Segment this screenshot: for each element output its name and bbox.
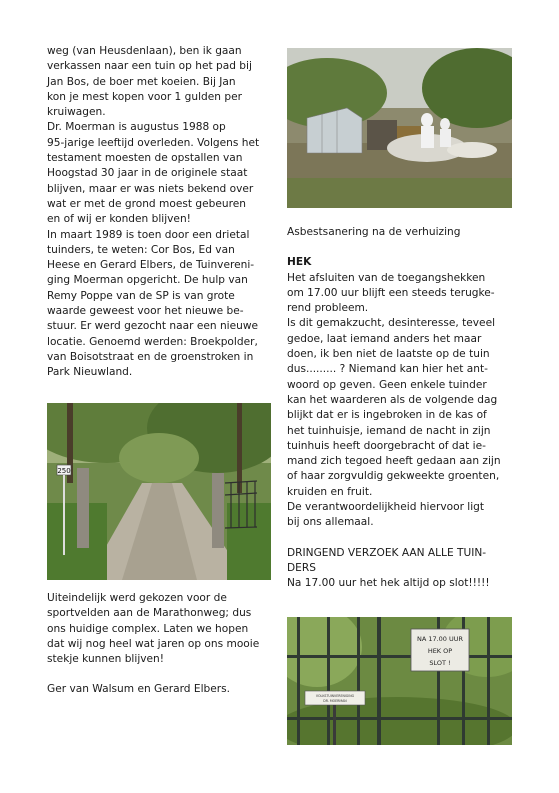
photo-asbestos <box>287 48 512 208</box>
asbestos-image <box>287 48 512 208</box>
sign-line-1: NA 17.00 UUR <box>416 635 464 643</box>
heading-hek: HEK <box>287 256 312 269</box>
sign-line-2: HEK OP <box>427 647 453 655</box>
gate-lane-image <box>47 403 271 580</box>
authors: Ger van Walsum en Gerard Elbers. <box>47 683 231 696</box>
urgent-request: DRINGEND VERZOEK AAN ALLE TUIN- DERS Na 17.00 uur het hek altijd op slot!!!!! <box>287 546 490 590</box>
gate-sign-image <box>287 617 512 745</box>
left-column-bottom <box>47 591 279 698</box>
right-column <box>287 225 515 592</box>
paragraph-marathonweg: Uiteindelijk werd gekozen voor de sportvelden aan de Marathonweg; dus ons huidige complex. Laten we hopen dat wij nog heel wat jaren op ons mooie stekje kunnen blijven! <box>47 592 260 666</box>
paragraph-oprichting: In maart 1989 is toen door een drietal tuinders, te weten: Cor Bos, Ed van Heese en Gerard Elbers, de Tuinvereni- ging Moerman opgericht. De hulp van Remy Poppe van de SP is van grote waarde geweest voor het nieuwe be- stuur. Er werd gezocht naar een nieuwe locatie. Genoemd werden: Broekpolder, van Boisotstraat en de groenstroken in Park Nieuwland. <box>47 228 259 379</box>
sign-line-3: SLOT ! <box>429 659 451 667</box>
paragraph-kruiwagen: weg (van Heusdenlaan), ben ik gaan verkassen naar een tuin op het pad bij Jan Bos, de boer met koeien. Bij Jan kon je mest kopen voor 1 gulden per kruiwagen. <box>47 45 252 119</box>
post-number-sign: 250 <box>57 467 71 475</box>
photo-gate-sign <box>287 617 512 745</box>
paragraph-hek: Het afsluiten van de toegangshekken om 17.00 uur blijft een steeds terugke- rend probleem. Is dit gemakzucht, desinteresse, teveel gedoe, laat iemand anders het maar doen, ik ben niet de laatste op de tuin dus......... ? Niemand kan hier het ant- woord op geven. Geen enkele tuinder kan het waarderen als de volgende dag blijkt dat er is ingebroken in de kas of het tuinhuisje, iemand de nacht in zijn tuinhuis heeft doorgebracht of dat ie- mand zich tegoed heeft gedaan aan zijn of haar zorgvuldig gekweekte groenten, kruiden en fruit. De verantwoordelijkheid hiervoor ligt bij ons allemaal. <box>287 271 501 529</box>
small-sign-line-2: DR. MOERMAN <box>323 699 347 703</box>
photo-gate-lane <box>47 403 271 580</box>
paragraph-moerman-overleden: Dr. Moerman is augustus 1988 op 95-jarige leeftijd overleden. Volgens het testament moesten de opstallen van Hoogstad 30 jaar in de originele staat blijven, maar er was niets bekend over wat er met de grond moest gebeuren en of wij er konden blijven! <box>47 121 260 226</box>
small-sign-line-1: VOLKSTUINVERENIGING <box>315 694 355 698</box>
photo-caption-asbestos: Asbestsanering na de verhuizing <box>287 226 461 238</box>
left-column-top <box>47 44 279 381</box>
